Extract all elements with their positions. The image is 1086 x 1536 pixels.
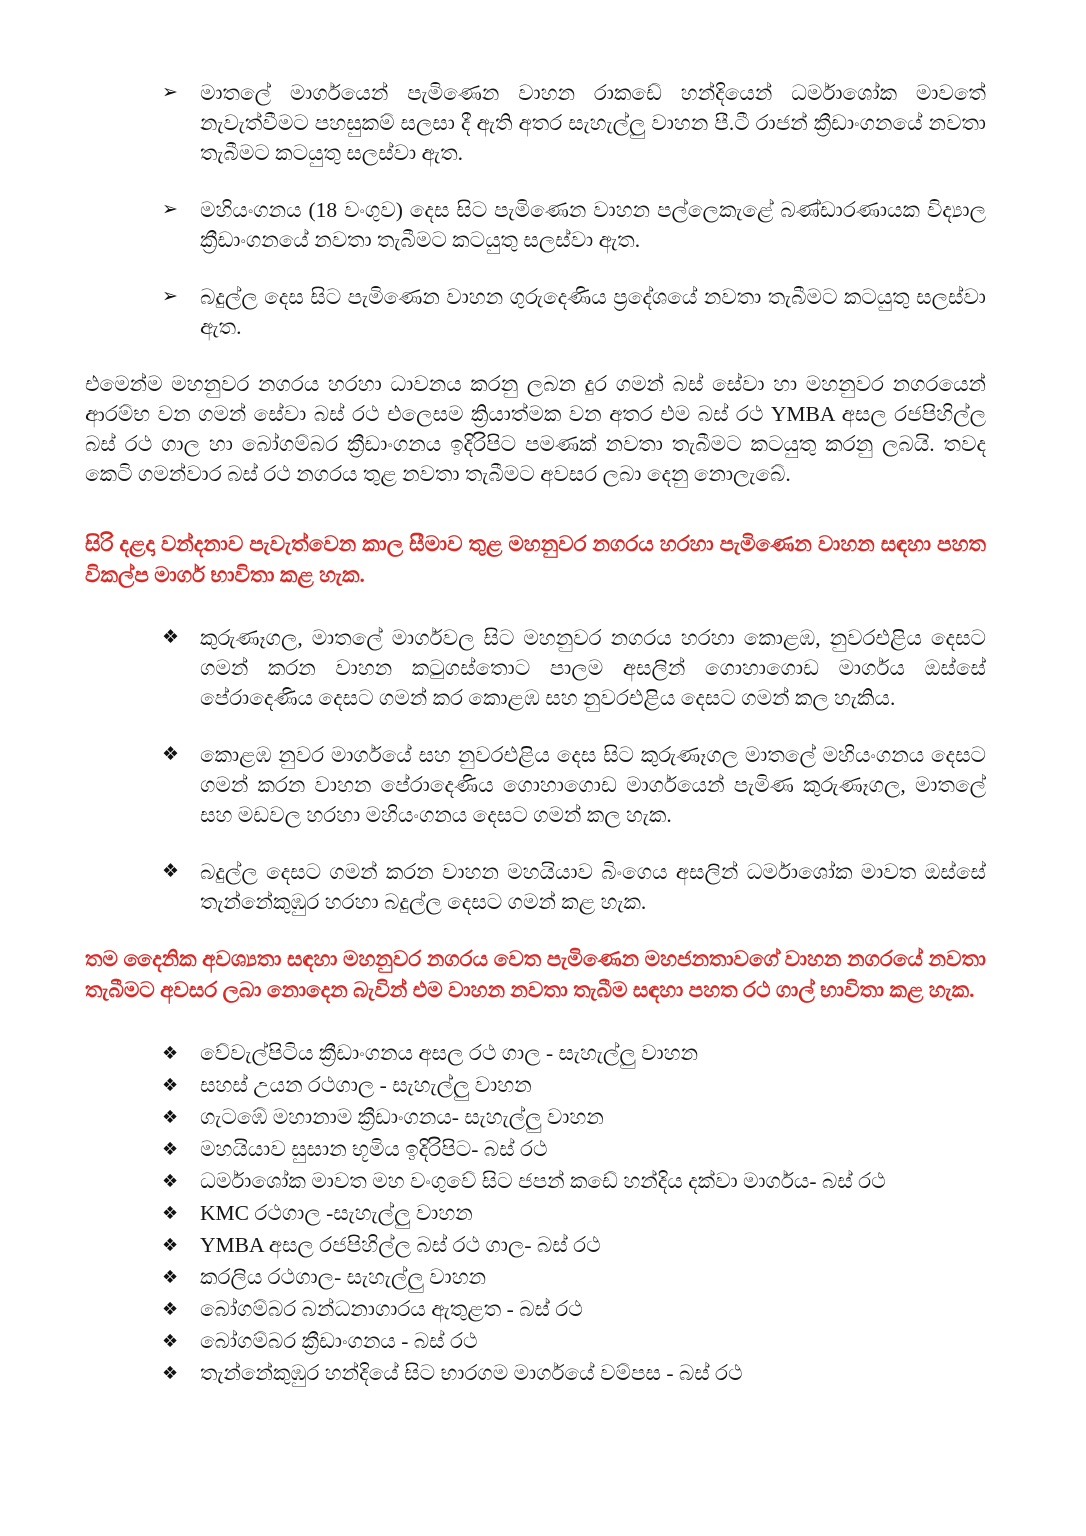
diamond-bullet-icon: ❖ (162, 1139, 179, 1159)
list-item (85, 1230, 986, 1260)
bullet-text: වේවැල්පිටිය ක්‍රීඩාංගනය අසල රථ ගාල - සැහැල්ලු වාහන (200, 1041, 699, 1065)
bullet-text: කොළඹ නුවර මාර්ගයේ සහ නුවරඑළිය දෙස සිට කුරුණෑගල මාතලේ මහියංගනය දෙසට ගමන් කරන වාහන පේරාදෙණිය ගොහාගොඩ මාර්ගයෙන් පැමිණ කුරුණෑගල, මාතලේ සහ මඩවල හරහා මහියංගනය දෙසට ගමන් කල හැක. (200, 743, 986, 827)
parking-locations-list (85, 1038, 986, 1388)
list-item (85, 740, 986, 830)
red-heading-parking: තම දෛනික අවශ්‍යතා සඳහා මහනුවර නගරය වෙත පැමිණෙන මහජනතාවගේ වාහන නගරයේ නවතා තැබීමට අවසර ලබා නොදෙන බැවින් එම වාහන නවතා තැබීම සඳහා පහත රථ ගාල් භාවිතා කළ හැක. (85, 947, 986, 1002)
bullet-text: ගැටඹේ මහානාම ක්‍රීඩාංගනය- සැහැල්ලු වාහන (200, 1105, 604, 1129)
list-item (85, 1102, 986, 1132)
list-item (85, 1294, 986, 1324)
bullet-text: තැන්නේකුඹුර හන්දියේ සිට භාරගම මාර්ගයේ වම්පස - බස් රථ (200, 1361, 743, 1385)
diamond-bullet-icon: ❖ (162, 744, 180, 765)
bullet-text: KMC රථගාල -සැහැල්ලු වාහන (200, 1201, 473, 1225)
list-item (85, 1070, 986, 1100)
diamond-bullet-icon: ❖ (162, 1171, 179, 1191)
list-item (85, 282, 986, 342)
bullet-text: මහියංගනය (18 වංගුව) දෙස සිට පැමිණෙන වාහන පල්ලෙකැළේ බණ්ඩාරණායක විද්‍යාල ක්‍රීඩාංගනයේ නවතා තැබීමට කටයුතු සලස්වා ඇත. (200, 198, 986, 252)
diamond-bullet-icon: ❖ (162, 1043, 179, 1063)
bullet-text: බදුල්ල දෙසට ගමන් කරන වාහන මහයියාව බිංගෙය අසලින් ධර්මාශෝක මාවත ඔස්සේ තැන්නේකුඹුර හරහා බදුල්ල දෙසට ගමන් කළ හැක. (200, 860, 986, 914)
diamond-bullet-icon: ❖ (162, 1235, 179, 1255)
list-item (85, 1198, 986, 1228)
diamond-bullet-icon: ❖ (162, 1267, 179, 1287)
list-item (85, 1166, 986, 1196)
body-paragraph: එමෙන්ම මහනුවර නගරය හරහා ධාවනය කරනු ලබන දුර ගමන් බස් සේවා හා මහනුවර නගරයෙන් ආරම්භ වන ගමන් සේවා බස් රථ එලෙසම ක්‍රියාත්මක වන අතර එම බස් රථ YMBA අසල රජපිහිල්ල බස් රථ ගාල හා බෝගම්බර ක්‍රීඩාංගනය ඉදිරිපිට පමණක් නවතා තැබීමට කටයුතු කරනු ලබයි. තවද කෙටි ගමන්වාර බස් රථ නගරය තුළ නවතා තැබීමට අවසර ලබා දෙනු නොලැබේ. (85, 372, 986, 486)
arrow-bullet-icon: ➢ (162, 199, 178, 220)
list-item (85, 1326, 986, 1356)
list-item (85, 1262, 986, 1292)
bullet-text: බෝගම්බර ක්‍රීඩාංගනය - බස් රථ (200, 1329, 478, 1353)
bullet-text: ධර්මාශෝක මාවත මහ වංගුවේ සිට ජපන් කඩේ හන්දිය දක්වා මාර්ගය- බස් රථ (200, 1169, 886, 1193)
bullet-text: කුරුණෑගල, මාතලේ මාර්ගවල සිට මහනුවර නගරය හරහා කොළඹ, නුවරඑළිය දෙසට ගමන් කරන වාහන කටුගස්තොට පාලම අසලින් ගොහාගොඩ මාර්ගය ඔස්සේ පේරාදෙණිය දෙසට ගමන් කර කොළඹ සහ නුවරඑළිය දෙසට ගමන් කල හැකිය. (200, 626, 986, 710)
list-item (85, 1038, 986, 1068)
bullet-text: සහස් උයන රථගාල - සැහැල්ලු වාහන (200, 1073, 532, 1097)
bullet-text: බදුල්ල දෙස සිට පැමිණෙන වාහන ගුරුදෙණිය ප්‍රදේශයේ නවතා තැබීමට කටයුතු සලස්වා ඇත. (200, 285, 986, 339)
bullet-text: මහයියාව සුසාන භූමිය ඉදිරිපිට- බස් රථ (200, 1137, 548, 1161)
list-item (85, 195, 986, 255)
red-heading-alternative-routes: සිරි දළදා වන්දනාව පැවැත්වෙන කාල සීමාව තුළ මහනුවර නගරය හරහා පැමිණෙන වාහන සඳහා පහත විකල්ප මාර්ග භාවිතා කළ හැක. (85, 532, 986, 587)
list-item (85, 857, 986, 917)
arrow-bullet-list (85, 78, 986, 342)
diamond-bullet-icon: ❖ (162, 1299, 179, 1319)
list-item (85, 623, 986, 713)
diamond-bullet-icon: ❖ (162, 1075, 179, 1095)
diamond-bullet-icon: ❖ (162, 861, 180, 882)
list-item (85, 78, 986, 168)
bullet-text: YMBA අසල රජපිහිල්ල බස් රථ ගාල- බස් රථ (200, 1233, 601, 1257)
list-item (85, 1358, 986, 1388)
diamond-bullet-icon: ❖ (162, 627, 180, 648)
bullet-text: බෝගම්බර බන්ධනාගාරය ඇතුළත - බස් රථ (200, 1297, 583, 1321)
diamond-bullet-icon: ❖ (162, 1107, 179, 1127)
bullet-text: කරලිය රථගාල- සැහැල්ලු වාහන (200, 1265, 487, 1289)
arrow-bullet-icon: ➢ (162, 82, 178, 103)
diamond-bullet-icon: ❖ (162, 1331, 179, 1351)
diamond-bullet-icon: ❖ (162, 1363, 179, 1383)
alternative-routes-list (85, 623, 986, 917)
list-item (85, 1134, 986, 1164)
diamond-bullet-icon: ❖ (162, 1203, 179, 1223)
arrow-bullet-icon: ➢ (162, 286, 178, 307)
bullet-text: මාතලේ මාර්ගයෙන් පැමිණෙන වාහන රාකඩේ හන්දියෙන් ධර්මාශෝක මාවතේ නැවැත්වීමට පහසුකම් සලසා දී ඇති අතර සැහැල්ලු වාහන පී.ටී රාජන් ක්‍රීඩාංගනයේ නවතා තැබීමට කටයුතු සලස්වා ඇත. (200, 81, 986, 165)
